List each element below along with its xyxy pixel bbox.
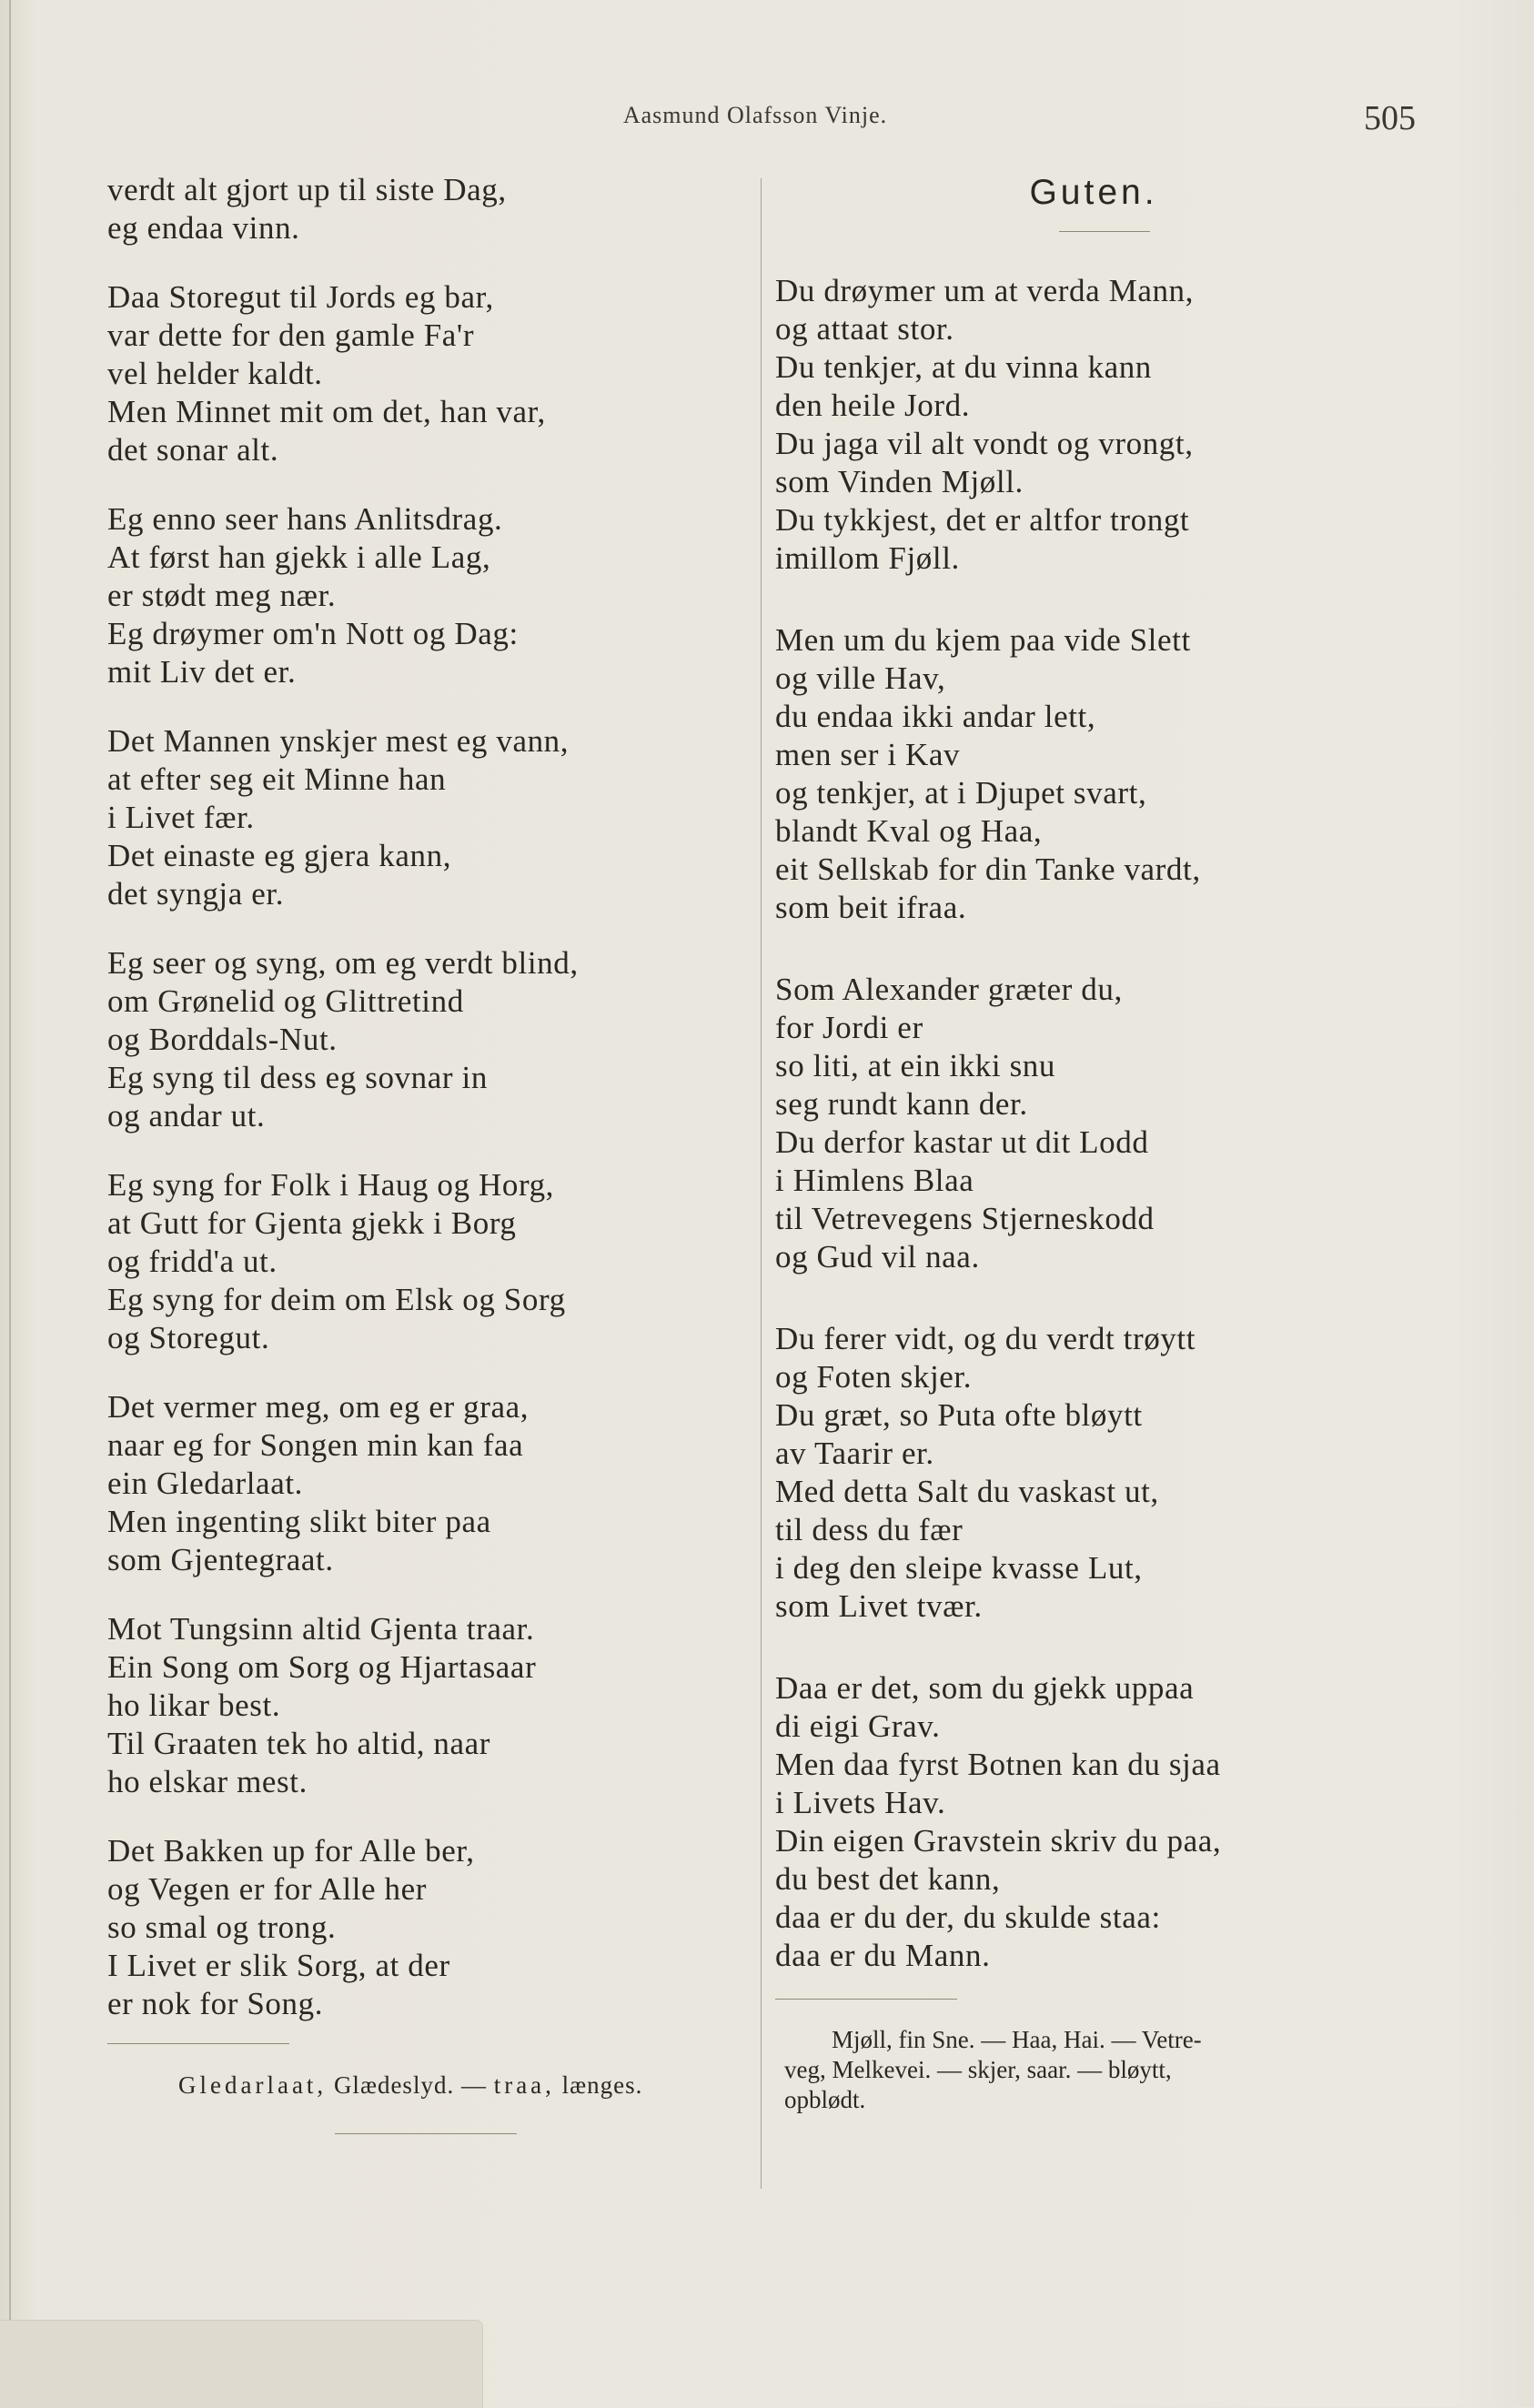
- verse-line: du best det kann,: [775, 1861, 1001, 1897]
- page-number: 505: [1364, 99, 1416, 137]
- verse-line: og andar ut.: [107, 1098, 266, 1133]
- verse-line: Det Mannen ynskjer mest eg vann,: [107, 723, 570, 759]
- stanza: [107, 500, 762, 691]
- verse-line: di eigi Grav.: [775, 1708, 941, 1744]
- verse-line: Du derfor kastar ut dit Lodd: [775, 1124, 1149, 1160]
- verse-line: so liti, at ein ikki snu: [775, 1048, 1056, 1083]
- verse-line: Du tykkjest, det er altfor trongt: [775, 502, 1190, 538]
- verse-line: for Jordi er: [775, 1010, 923, 1045]
- verse-line: og Storegut.: [107, 1320, 270, 1355]
- verse-line: Eg syng for deim om Elsk og Sorg: [107, 1282, 566, 1317]
- verse-line: Daa Storegut til Jords eg bar,: [107, 279, 494, 315]
- right-column: [775, 171, 1430, 2115]
- footnote: [775, 2025, 1430, 2115]
- footnote: [107, 2070, 762, 2101]
- verse-line: og Foten skjer.: [775, 1359, 973, 1395]
- stanza: [107, 1610, 762, 1801]
- verse-line: den heile Jord.: [775, 388, 971, 423]
- verse-line: Daa er det, som du gjekk uppaa: [775, 1670, 1195, 1706]
- verse-line: som beit ifraa.: [775, 890, 967, 925]
- page-corner-shadow: [0, 2320, 483, 2408]
- verse-line: i Livets Hav.: [775, 1785, 946, 1820]
- verse-line: Det Bakken up for Alle ber,: [107, 1833, 475, 1869]
- verse-line: som Livet tvær.: [775, 1588, 983, 1624]
- verse-line: Du græt, so Puta ofte bløytt: [775, 1397, 1143, 1433]
- verse-line: til Vetrevegens Stjerneskodd: [775, 1201, 1155, 1236]
- verse-line: Eg enno seer hans Anlitsdrag.: [107, 501, 503, 537]
- footnote-line: opblødt.: [784, 2086, 866, 2113]
- verse-line: at efter seg eit Minne han: [107, 761, 447, 797]
- stanza: [775, 971, 1430, 1276]
- stanza: [107, 1166, 762, 1357]
- stanza: [107, 1832, 762, 2023]
- poem-title: Guten.: [1029, 173, 1158, 212]
- verse-line: Din eigen Gravstein skriv du paa,: [775, 1823, 1222, 1859]
- footnote-gloss: Glædeslyd. —: [333, 2071, 487, 2099]
- verse-line: ein Gledarlaat.: [107, 1466, 304, 1501]
- verse-line: Men um du kjem paa vide Slett: [775, 622, 1191, 658]
- verse-line: Eg syng til dess eg sovnar in: [107, 1060, 488, 1095]
- verse-line: Eg seer og syng, om eg verdt blind,: [107, 945, 579, 981]
- verse-line: og fridd'a ut.: [107, 1244, 278, 1279]
- verse-line: At først han gjekk i alle Lag,: [107, 539, 491, 575]
- verse-line: Med detta Salt du vaskast ut,: [775, 1474, 1159, 1509]
- verse-line: Du drøymer um at verda Mann,: [775, 273, 1195, 308]
- stanza: [107, 171, 762, 247]
- verse-line: daa er du Mann.: [775, 1938, 991, 1973]
- stanza: [775, 621, 1430, 927]
- running-head: [0, 99, 1534, 138]
- verse-line: og attaat stor.: [775, 311, 954, 347]
- verse-line: daa er du der, du skulde staa:: [775, 1899, 1161, 1935]
- verse-line: Ein Song om Sorg og Hjartasaar: [107, 1649, 537, 1685]
- footnote-term: Gledarlaat,: [178, 2071, 328, 2099]
- verse-line: verdt alt gjort up til siste Dag,: [107, 172, 507, 207]
- verse-line: av Taarir er.: [775, 1436, 934, 1471]
- stanza: [775, 1320, 1430, 1626]
- verse-line: Det vermer meg, om eg er graa,: [107, 1389, 530, 1425]
- verse-line: som Gjentegraat.: [107, 1542, 334, 1577]
- verse-line: men ser i Kav: [775, 737, 961, 772]
- verse-line: i deg den sleipe kvasse Lut,: [775, 1550, 1143, 1586]
- verse-line: ho elskar mest.: [107, 1764, 308, 1799]
- title-rule: [1059, 231, 1150, 232]
- verse-line: det syngja er.: [107, 876, 285, 912]
- verse-line: til dess du fær: [775, 1512, 964, 1547]
- verse-line: eit Sellskab for din Tanke vardt,: [775, 851, 1201, 887]
- verse-line: Til Graaten tek ho altid, naar: [107, 1726, 491, 1761]
- left-column: [107, 171, 762, 2137]
- verse-line: var dette for den gamle Fa'r: [107, 317, 475, 353]
- end-rule: [107, 2101, 762, 2137]
- verse-line: i Himlens Blaa: [775, 1163, 974, 1198]
- verse-line: Mot Tungsinn altid Gjenta traar.: [107, 1611, 535, 1647]
- verse-line: og Vegen er for Alle her: [107, 1871, 428, 1907]
- verse-line: er stødt meg nær.: [107, 578, 337, 613]
- verse-line: I Livet er slik Sorg, at der: [107, 1948, 450, 1983]
- verse-line: mit Liv det er.: [107, 654, 297, 690]
- verse-line: og Gud vil naa.: [775, 1239, 980, 1275]
- footnote-rule: [107, 2043, 762, 2070]
- verse-line: Eg syng for Folk i Haug og Horg,: [107, 1167, 555, 1203]
- stanza: [107, 278, 762, 469]
- verse-line: vel helder kaldt.: [107, 356, 323, 391]
- verse-line: Men daa fyrst Botnen kan du sjaa: [775, 1747, 1221, 1782]
- verse-line: og Borddals-Nut.: [107, 1022, 338, 1057]
- footnote-rule: [775, 1999, 957, 2000]
- stanza: [775, 272, 1430, 578]
- verse-line: seg rundt kann der.: [775, 1086, 1028, 1122]
- verse-line: det sonar alt.: [107, 432, 279, 468]
- verse-line: i Livet fær.: [107, 800, 255, 835]
- verse-line: Du jaga vil alt vondt og vrongt,: [775, 426, 1194, 461]
- stanza: [775, 1669, 1430, 1975]
- running-title: Aasmund Olafsson Vinje.: [622, 102, 888, 128]
- verse-line: Du ferer vidt, og du verdt trøytt: [775, 1321, 1196, 1356]
- verse-line: Eg drøymer om'n Nott og Dag:: [107, 616, 519, 651]
- binding-edge: [9, 0, 11, 2407]
- verse-line: Men Minnet mit om det, han var,: [107, 394, 546, 429]
- footnote-line: Mjøll, fin Sne. — Haa, Hai. — Vetre-: [832, 2026, 1202, 2053]
- verse-line: blandt Kval og Haa,: [775, 813, 1043, 849]
- verse-line: og ville Hav,: [775, 660, 946, 696]
- verse-line: eg endaa vinn.: [107, 210, 300, 246]
- verse-line: ho likar best.: [107, 1688, 281, 1723]
- verse-line: er nok for Song.: [107, 1986, 324, 2021]
- verse-line: imillom Fjøll.: [775, 540, 960, 576]
- verse-line: Men ingenting slikt biter paa: [107, 1504, 491, 1539]
- footnote-gloss: længes.: [561, 2071, 643, 2099]
- stanza: [107, 722, 762, 913]
- verse-line: som Vinden Mjøll.: [775, 464, 1024, 499]
- verse-line: Det einaste eg gjera kann,: [107, 838, 452, 873]
- verse-line: at Gutt for Gjenta gjekk i Borg: [107, 1205, 517, 1241]
- footnote-term: traa,: [493, 2071, 555, 2099]
- verse-line: du endaa ikki andar lett,: [775, 699, 1096, 734]
- verse-line: so smal og trong.: [107, 1909, 337, 1945]
- verse-line: om Grønelid og Glittretind: [107, 983, 464, 1019]
- verse-line: naar eg for Songen min kan faa: [107, 1427, 524, 1463]
- stanza: [107, 944, 762, 1135]
- stanza: [107, 1388, 762, 1579]
- verse-line: Som Alexander græter du,: [775, 972, 1123, 1007]
- verse-line: Du tenkjer, at du vinna kann: [775, 349, 1152, 385]
- verse-line: og tenkjer, at i Djupet svart,: [775, 775, 1147, 811]
- footnote-line: veg, Melkevei. — skjer, saar. — bløytt,: [784, 2056, 1172, 2083]
